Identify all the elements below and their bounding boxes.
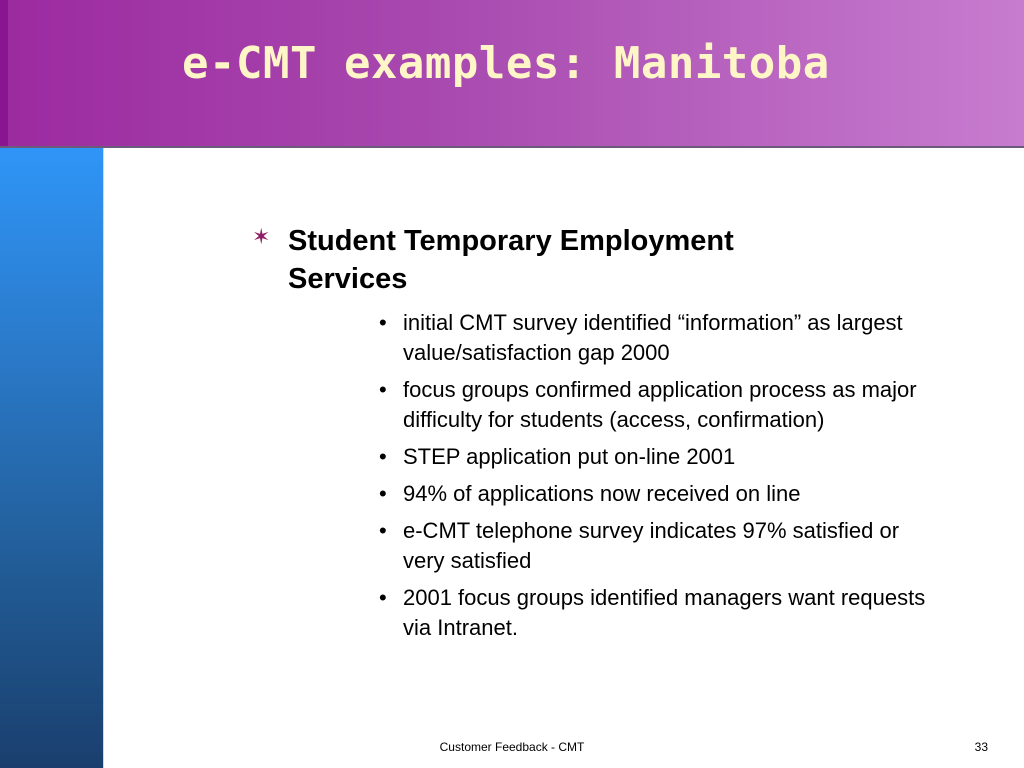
page-number: 33 <box>974 740 988 754</box>
dot-bullet-icon: • <box>379 481 387 506</box>
sub-bullet-item <box>377 583 938 643</box>
sub-bullet-item <box>377 375 938 435</box>
sub-bullet-text: initial CMT survey identified “information” as largest value/satisfaction gap 2000 <box>403 310 903 365</box>
side-bar <box>0 148 103 768</box>
sub-bullet-text: 94% of applications now received on line <box>403 481 801 506</box>
slide-title: e-CMT examples: Manitoba <box>182 38 830 89</box>
sub-bullet-text: focus groups confirmed application process as major difficulty for students (access, confirmation) <box>403 377 917 432</box>
title-divider <box>0 146 1024 148</box>
sub-bullet-item <box>377 479 938 509</box>
slide-content <box>250 222 930 650</box>
dot-bullet-icon: • <box>379 518 387 543</box>
dot-bullet-icon: • <box>379 585 387 610</box>
sub-bullet-item <box>377 516 938 576</box>
dot-bullet-icon: • <box>379 444 387 469</box>
title-bar-accent <box>0 0 8 146</box>
main-bullet-text: Student Temporary Employment Services <box>288 225 734 295</box>
side-bar-divider <box>103 148 104 768</box>
dot-bullet-icon: • <box>379 377 387 402</box>
dot-bullet-icon: • <box>379 310 387 335</box>
sub-bullet-text: STEP application put on-line 2001 <box>403 444 736 469</box>
sub-bullet-item <box>377 442 938 472</box>
footer-text: Customer Feedback - CMT <box>439 740 585 754</box>
sub-bullet-text: 2001 focus groups identified managers want requests via Intranet. <box>403 585 926 640</box>
sub-bullet-text: e-CMT telephone survey indicates 97% satisfied or very satisfied <box>403 518 900 573</box>
title-bar <box>0 0 1024 146</box>
star-icon: ✶ <box>252 224 271 249</box>
sub-bullet-list <box>288 308 930 643</box>
sub-bullet-item <box>377 308 938 368</box>
main-bullet-item <box>250 222 930 643</box>
